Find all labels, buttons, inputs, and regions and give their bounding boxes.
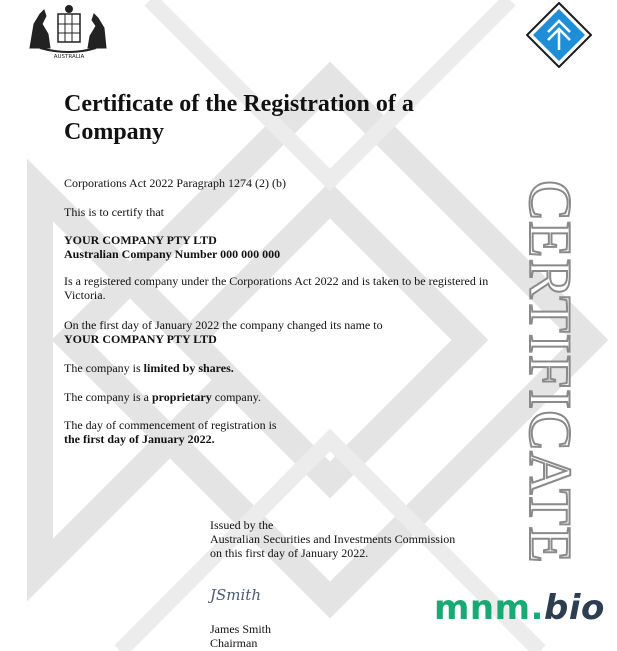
brand-tld: bio [543,588,605,628]
proprietary-suffix: company. [211,390,261,404]
limited-statement [64,361,234,375]
limited-bold: limited by shares. [143,361,234,375]
acn-line: Australian Company Number 000 000 000 [64,247,281,261]
new-company-name: YOUR COMPANY PTY LTD [64,332,217,346]
proprietary-bold: proprietary [151,390,212,404]
issued-line-3: on this first day of January 2022. [210,546,369,560]
vertical-certificate-text: CERTIFICATE [517,180,583,565]
certify-intro: This is to certify that [64,205,164,219]
signer-name: James Smith [210,622,272,636]
registered-statement: Is a registered company under the Corporations Act 2022 and is taken to be registered in Victoria. [64,274,489,302]
signature-text: JSmith [210,586,261,604]
proprietary-statement [64,390,261,404]
brand-watermark [434,588,605,628]
commencement-date: the first day of January 2022. [64,432,215,446]
commencement-statement: The day of commencement of registration is [64,418,277,432]
limited-prefix: The company is [64,361,144,375]
crest-scroll-text: AUSTRALIA [53,54,85,60]
signature [208,582,292,606]
name-change-statement: On the first day of January 2022 the company changed its name to [64,318,383,332]
coat-of-arms-icon [24,4,112,60]
brand-main: mnm. [434,588,544,628]
issued-line-1: Issued by the [210,518,274,532]
signer-role: Chairman [210,636,258,650]
act-reference: Corporations Act 2022 Paragraph 1274 (2) (b) [64,176,286,190]
signer-block [210,622,271,650]
proprietary-prefix: The company is a [64,390,152,404]
company-name: YOUR COMPANY PTY LTD [64,233,217,247]
certificate-title: Certificate of the Registration of a Company [64,91,414,145]
issued-block [210,518,455,560]
issued-line-2: Australian Securities and Investments Commission [210,532,456,546]
asic-diamond-logo-icon [526,2,592,68]
